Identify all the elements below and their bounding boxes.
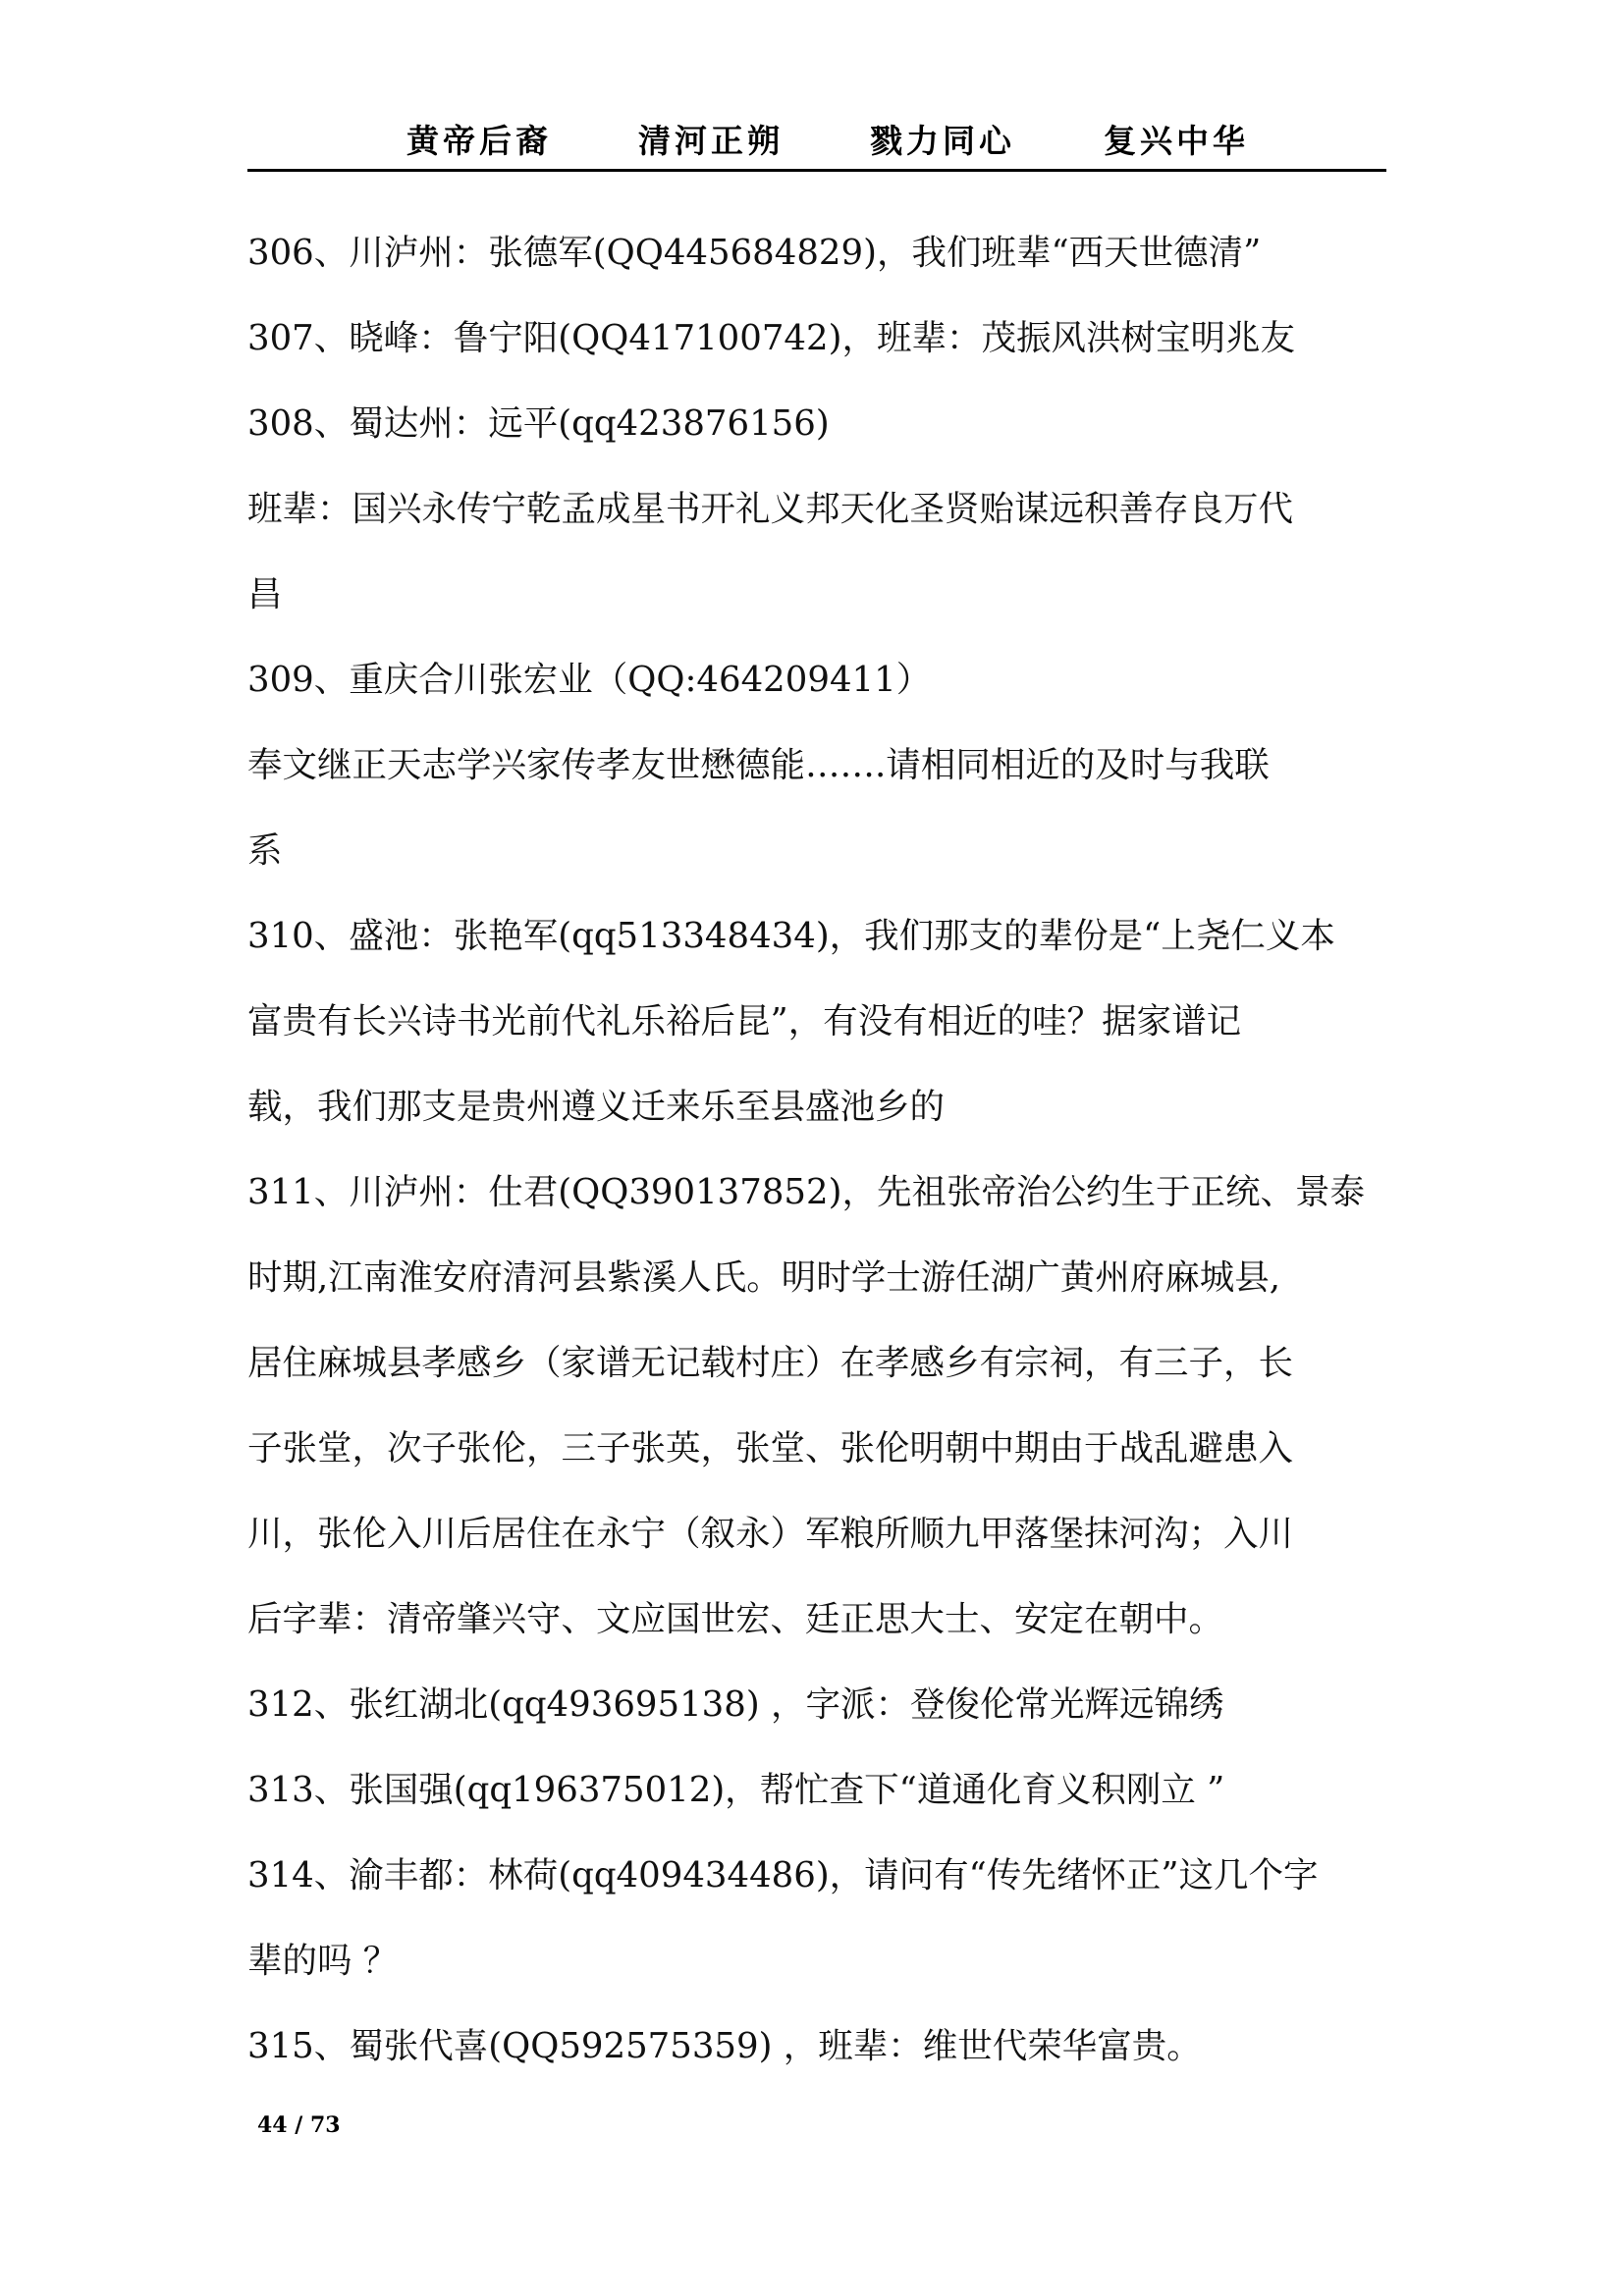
header-motto-4: 复兴中华 [1104, 122, 1249, 160]
entry-310-continued-2: 载，我们那支是贵州遵义迁来乐至县盛池乡的 [247, 1087, 946, 1127]
header-motto-1: 黄帝后裔 [406, 122, 552, 160]
page-number: 44 / 73 [257, 2112, 341, 2138]
header-motto-3: 戮力同心 [870, 122, 1015, 160]
entry-309-generation-line: 奉文继正天志学兴家传孝友世懋德能…….请相同相近的及时与我联 [247, 745, 1270, 785]
entry-308-line: 308、蜀达州：远平(qq423876156) [247, 403, 830, 444]
entry-306-line: 306、川泸州：张德军(QQ445684829)，我们班辈“西天世德清” [247, 233, 1262, 273]
entry-309-generation-continued: 系 [247, 830, 283, 871]
entry-310-continued-1: 富贵有长兴诗书光前代礼乐裕后昆”，有没有相近的哇？据家谱记 [247, 1001, 1242, 1041]
document-body [247, 210, 1386, 2089]
entry-311-line: 311、川泸州：仕君(QQ390137852)，先祖张帝治公约生于正统、景泰 [247, 1172, 1365, 1212]
entry-309-line: 309、重庆合川张宏业（QQ:464209411） [247, 660, 932, 700]
entry-310-line: 310、盛池：张艳军(qq513348434)，我们那支的辈份是“上尧仁义本 [247, 916, 1335, 956]
header-motto-2: 清河正朔 [638, 122, 784, 160]
entry-311-continued-1: 时期,江南淮安府清河县紫溪人氏。明时学士游任湖广黄州府麻城县, [247, 1257, 1281, 1298]
entry-314-line: 314、渝丰都：林荷(qq409434486)，请问有“传先绪怀正”这几个字 [247, 1855, 1319, 1896]
entry-311-continued-3: 子张堂，次子张伦，三子张英，张堂、张伦明朝中期由于战乱避患入 [247, 1428, 1294, 1468]
entry-311-continued-5: 后字辈：清帝肇兴守、文应国世宏、廷正思大士、安定在朝中。 [247, 1599, 1224, 1639]
entry-308-generation-line: 班辈：国兴永传宁乾孟成星书开礼义邦天化圣贤贻谋远积善存良万代 [247, 489, 1294, 529]
entry-314-continued: 辈的吗 ？ [247, 1941, 399, 1981]
entry-311-continued-4: 川，张伦入川后居住在永宁（叙永）军粮所顺九甲落堡抹河沟；入川 [247, 1514, 1294, 1554]
entry-312-line: 312、张红湖北(qq493695138) ，字派：登俊伦常光辉远锦绣 [247, 1684, 1224, 1725]
entry-315-line: 315、蜀张代喜(QQ592575359) ，班辈：维世代荣华富贵。 [247, 2026, 1202, 2066]
entry-313-line: 313、张国强(qq196375012)，帮忙查下“道通化育义积刚立 ” [247, 1770, 1225, 1810]
entry-311-continued-2: 居住麻城县孝感乡（家谱无记载村庄）在孝感乡有宗祠，有三子，长 [247, 1343, 1294, 1383]
entry-308-generation-continued: 昌 [247, 574, 283, 614]
page-header [247, 116, 1386, 172]
entry-307-line: 307、晓峰：鲁宁阳(QQ417100742)，班辈：茂振风洪树宝明兆友 [247, 318, 1295, 358]
